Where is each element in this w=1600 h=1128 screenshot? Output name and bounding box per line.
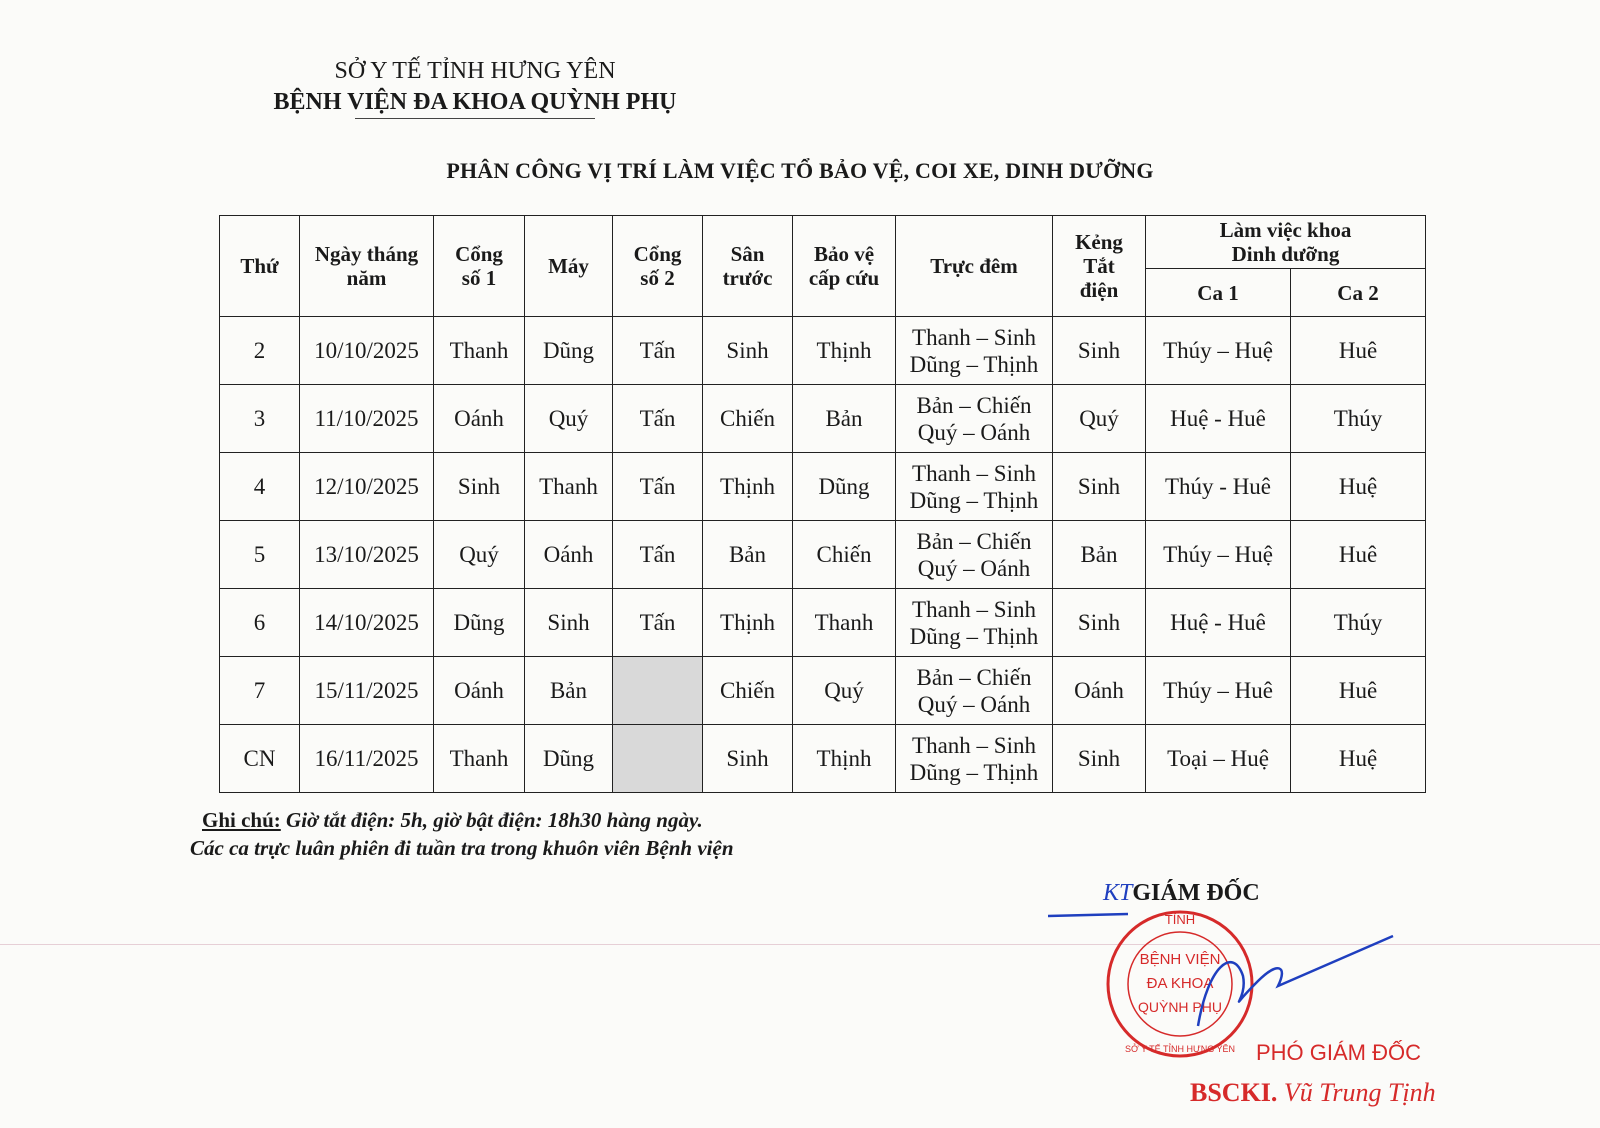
cell-ca1: Toại – Huệ bbox=[1146, 725, 1291, 793]
notes-line1: Giờ tắt điện: 5h, giờ bật điện: 18h30 hàng ngày. bbox=[286, 808, 703, 832]
table-row bbox=[220, 725, 1426, 793]
header-cong2: Cổng số 2 bbox=[613, 216, 703, 317]
header-ca1: Ca 1 bbox=[1146, 269, 1291, 317]
cell-dem: Bản – Chiến Quý – Oánh bbox=[896, 385, 1053, 453]
cell-cong1: Sinh bbox=[434, 453, 525, 521]
cell-baove: Bản bbox=[793, 385, 896, 453]
cell-ca2: Huê bbox=[1291, 521, 1426, 589]
stamp-ring-text: SỞ Y TẾ TỈNH HƯNG YÊN bbox=[1124, 1044, 1236, 1054]
cell-keng: Sinh bbox=[1053, 725, 1146, 793]
cell-ca1: Huệ - Huê bbox=[1146, 589, 1291, 657]
cell-dem: Thanh – Sinh Dũng – Thịnh bbox=[896, 317, 1053, 385]
stamp-top-text: TỈNH bbox=[1164, 912, 1196, 927]
cell-cong2 bbox=[613, 657, 703, 725]
cell-baove: Thịnh bbox=[793, 317, 896, 385]
cell-ngay: 10/10/2025 bbox=[300, 317, 434, 385]
cell-ca2: Huệ bbox=[1291, 725, 1426, 793]
official-stamp bbox=[1048, 906, 1428, 1106]
cell-san: Sinh bbox=[703, 725, 793, 793]
cell-keng: Quý bbox=[1053, 385, 1146, 453]
cell-may: Bản bbox=[525, 657, 613, 725]
cell-baove: Chiến bbox=[793, 521, 896, 589]
cell-baove: Thanh bbox=[793, 589, 896, 657]
table-row bbox=[220, 453, 1426, 521]
table-row bbox=[220, 657, 1426, 725]
header-ngay: Ngày tháng năm bbox=[300, 216, 434, 317]
notes bbox=[190, 806, 734, 862]
cell-dem: Bản – Chiến Quý – Oánh bbox=[896, 521, 1053, 589]
cell-baove: Dũng bbox=[793, 453, 896, 521]
cell-san: Chiến bbox=[703, 657, 793, 725]
cell-san: Sinh bbox=[703, 317, 793, 385]
cell-san: Thịnh bbox=[703, 589, 793, 657]
cell-ca2: Huê bbox=[1291, 657, 1426, 725]
stamp-line1: BỆNH VIỆN bbox=[1139, 951, 1221, 968]
table-row bbox=[220, 589, 1426, 657]
cell-ca2: Thúy bbox=[1291, 385, 1426, 453]
document-title: PHÂN CÔNG VỊ TRÍ LÀM VIỆC TỔ BẢO VỆ, COI XE, DINH DƯỠNG bbox=[446, 158, 1154, 183]
cell-ca2: Thúy bbox=[1291, 589, 1426, 657]
header-san: Sân trước bbox=[703, 216, 793, 317]
cell-baove: Quý bbox=[793, 657, 896, 725]
stamp-line3: QUỲNH PHỤ bbox=[1137, 999, 1223, 1015]
cell-keng: Sinh bbox=[1053, 589, 1146, 657]
cell-ca1: Huệ - Huê bbox=[1146, 385, 1291, 453]
cell-keng: Sinh bbox=[1053, 317, 1146, 385]
cell-thu: 7 bbox=[220, 657, 300, 725]
cell-ngay: 11/10/2025 bbox=[300, 385, 434, 453]
cell-ngay: 13/10/2025 bbox=[300, 521, 434, 589]
header-underline bbox=[355, 118, 595, 119]
cell-ca2: Huệ bbox=[1291, 453, 1426, 521]
cell-cong2: Tấn bbox=[613, 385, 703, 453]
cell-ngay: 16/11/2025 bbox=[300, 725, 434, 793]
cell-thu: CN bbox=[220, 725, 300, 793]
cell-cong1: Thanh bbox=[434, 317, 525, 385]
cell-thu: 6 bbox=[220, 589, 300, 657]
table-row bbox=[220, 521, 1426, 589]
cell-may: Quý bbox=[525, 385, 613, 453]
kt-prefix: KT bbox=[1103, 880, 1133, 906]
cell-keng: Sinh bbox=[1053, 453, 1146, 521]
notes-label: Ghi chú: bbox=[202, 808, 281, 832]
cell-cong2 bbox=[613, 725, 703, 793]
cell-cong2: Tấn bbox=[613, 317, 703, 385]
signature-scribble bbox=[1198, 936, 1393, 1026]
cell-ngay: 15/11/2025 bbox=[300, 657, 434, 725]
header-lam-viec: Làm việc khoa Dinh dưỡng bbox=[1146, 216, 1426, 269]
stamp-line2: ĐA KHOA bbox=[1146, 975, 1214, 992]
cell-dem: Thanh – Sinh Dũng – Thịnh bbox=[896, 589, 1053, 657]
hospital-name: BỆNH VIỆN ĐA KHOA QUỲNH PHỤ bbox=[273, 89, 677, 115]
signature-role: KTGIÁM ĐỐC bbox=[1103, 880, 1260, 906]
cell-thu: 2 bbox=[220, 317, 300, 385]
cell-ca2: Huê bbox=[1291, 317, 1426, 385]
cell-cong2: Tấn bbox=[613, 521, 703, 589]
cell-cong1: Oánh bbox=[434, 385, 525, 453]
department-name: SỞ Y TẾ TỈNH HƯNG YÊN bbox=[334, 58, 616, 84]
header-keng: Kẻng Tắt điện bbox=[1053, 216, 1146, 317]
table-row bbox=[220, 317, 1426, 385]
header-baove: Bảo vệ cấp cứu bbox=[793, 216, 896, 317]
cell-ca1: Thúy – Huệ bbox=[1146, 317, 1291, 385]
header-cong1: Cổng số 1 bbox=[434, 216, 525, 317]
cell-may: Dũng bbox=[525, 317, 613, 385]
cell-dem: Thanh – Sinh Dũng – Thịnh bbox=[896, 725, 1053, 793]
header-row bbox=[220, 216, 1426, 269]
deputy-title: PHÓ GIÁM ĐỐC bbox=[1256, 1040, 1422, 1065]
cell-ca1: Thúy – Huê bbox=[1146, 657, 1291, 725]
cell-baove: Thịnh bbox=[793, 725, 896, 793]
cell-keng: Bản bbox=[1053, 521, 1146, 589]
cell-may: Thanh bbox=[525, 453, 613, 521]
cell-cong2: Tấn bbox=[613, 589, 703, 657]
cell-keng: Oánh bbox=[1053, 657, 1146, 725]
cell-cong2: Tấn bbox=[613, 453, 703, 521]
cell-thu: 5 bbox=[220, 521, 300, 589]
header-may: Máy bbox=[525, 216, 613, 317]
deputy-name: BSCKI. Vũ Trung Tịnh bbox=[1190, 1078, 1436, 1107]
header-ca2: Ca 2 bbox=[1291, 269, 1426, 317]
cell-ca1: Thúy – Huệ bbox=[1146, 521, 1291, 589]
cell-may: Sinh bbox=[525, 589, 613, 657]
cell-cong1: Quý bbox=[434, 521, 525, 589]
cell-may: Dũng bbox=[525, 725, 613, 793]
cell-dem: Bản – Chiến Quý – Oánh bbox=[896, 657, 1053, 725]
cell-cong1: Thanh bbox=[434, 725, 525, 793]
cell-san: Thịnh bbox=[703, 453, 793, 521]
schedule-table bbox=[219, 215, 1426, 793]
cell-may: Oánh bbox=[525, 521, 613, 589]
cell-san: Bản bbox=[703, 521, 793, 589]
cell-thu: 3 bbox=[220, 385, 300, 453]
notes-line2: Các ca trực luân phiên đi tuần tra trong khuôn viên Bệnh viện bbox=[190, 836, 734, 860]
cell-thu: 4 bbox=[220, 453, 300, 521]
header-thu: Thứ bbox=[220, 216, 300, 317]
cell-cong1: Dũng bbox=[434, 589, 525, 657]
cell-san: Chiến bbox=[703, 385, 793, 453]
cell-dem: Thanh – Sinh Dũng – Thịnh bbox=[896, 453, 1053, 521]
cell-ngay: 12/10/2025 bbox=[300, 453, 434, 521]
table-row bbox=[220, 385, 1426, 453]
header-truc-dem: Trực đêm bbox=[896, 216, 1053, 317]
organization-header bbox=[250, 56, 700, 119]
cell-ca1: Thúy - Huê bbox=[1146, 453, 1291, 521]
cell-cong1: Oánh bbox=[434, 657, 525, 725]
cell-ngay: 14/10/2025 bbox=[300, 589, 434, 657]
